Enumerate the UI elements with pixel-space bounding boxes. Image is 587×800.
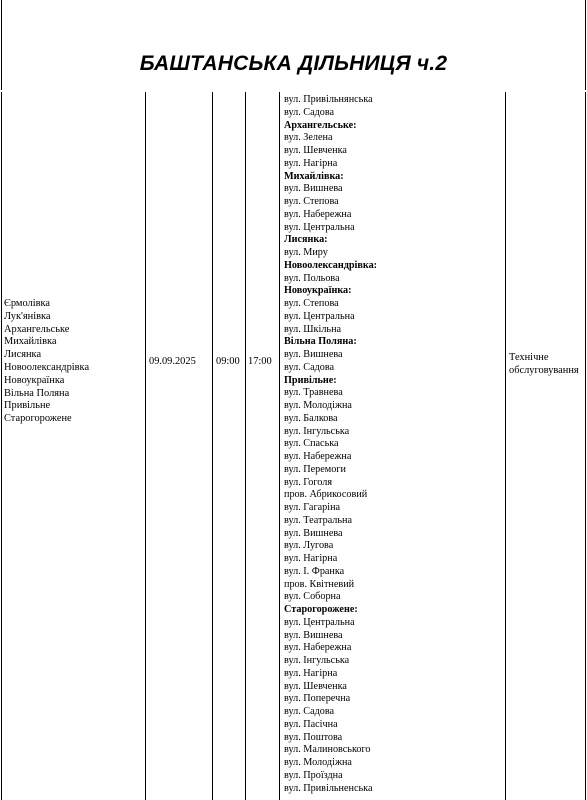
time-to-cell: 17:00 (248, 356, 272, 367)
locality-heading: Новоолександрівка: (284, 259, 378, 271)
street-item: вул. Соборна (284, 591, 341, 603)
street-item: вул. Поперечна (284, 693, 351, 705)
street-item: вул. Малиновського (284, 744, 371, 756)
street-item: вул. Балкова (284, 412, 338, 424)
street-item: вул. Садова (284, 706, 335, 717)
settlement-item: Лисянка (4, 349, 42, 361)
street-item: вул. Нагірна (284, 553, 338, 564)
streets-cell (284, 94, 377, 795)
street-item: вул. Центральна (284, 310, 355, 322)
street-item: вул. Центральна (284, 221, 355, 233)
street-item: вул. Поштова (284, 731, 343, 743)
table-border-left (1, 92, 2, 800)
locality-heading: Михайлівка: (284, 170, 344, 182)
street-item: вул. Садова (284, 106, 335, 118)
page-title: БАШТАНСЬКА ДІЛЬНИЦЯ ч.2 (139, 52, 448, 75)
locality-heading: Вільна Поляна: (284, 336, 357, 348)
street-item: вул. Проїздна (284, 769, 343, 781)
street-item: вул. Молодіжна (284, 400, 352, 411)
street-item: вул. Вишнева (284, 527, 343, 539)
street-item: вул. Степова (284, 298, 339, 309)
street-item: вул. Набережна (284, 642, 352, 654)
street-item: вул. Молодіжна (284, 757, 352, 768)
street-item: вул. Шевченка (284, 145, 347, 156)
date-cell: 09.09.2025 (149, 356, 196, 367)
settlement-item: Вільна Поляна (4, 387, 70, 399)
street-item: вул. І. Франка (284, 565, 345, 577)
street-item: вул. Вишнева (284, 183, 343, 195)
settlement-item: Новоолександрівка (4, 361, 90, 373)
street-item: вул. Набережна (284, 208, 352, 220)
locality-heading: Лисянка: (284, 234, 328, 246)
settlement-item: Михайлівка (4, 336, 57, 348)
street-item: вул. Інгульська (284, 425, 350, 437)
street-item: вул. Привільнянська (284, 94, 373, 105)
settlement-item: Архангельське (4, 323, 70, 335)
locality-heading: Привільне: (284, 374, 337, 386)
street-item: вул. Театральна (284, 514, 353, 526)
settlement-item: Старогорожене (4, 413, 72, 425)
page-frame (1, 0, 586, 90)
street-item: вул. Вишнева (284, 349, 343, 360)
street-item: вул. Садова (284, 361, 335, 373)
street-item: пров. Квітневий (284, 578, 355, 590)
reason-line: Технічне (509, 352, 549, 363)
street-item: вул. Центральна (284, 616, 355, 628)
street-item: вул. Інгульська (284, 655, 350, 666)
street-item: вул. Польова (284, 272, 340, 284)
street-item: вул. Нагірна (284, 667, 338, 679)
street-item: вул. Набережна (284, 451, 352, 462)
street-item: вул. Спаська (284, 438, 339, 450)
time-from-cell: 09:00 (216, 356, 240, 367)
settlements-cell (4, 298, 89, 426)
column-divider (279, 92, 280, 800)
reason-cell (509, 351, 579, 377)
street-item: вул. Пасічна (284, 718, 338, 730)
street-item: вул. Шкільна (284, 323, 342, 335)
street-item: вул. Вишнева (284, 629, 343, 641)
street-item: вул. Нагірна (284, 157, 338, 169)
table-border-right (585, 92, 586, 800)
locality-heading: Архангельське: (284, 119, 357, 131)
street-item: вул. Привільненська (284, 782, 373, 794)
locality-heading: Новоукраїнка: (284, 285, 352, 297)
street-item: вул. Перемоги (284, 463, 346, 475)
outage-table (0, 92, 587, 800)
street-item: вул. Гагаріна (284, 502, 341, 513)
street-item: вул. Гоголя (284, 476, 333, 488)
settlement-item: Лук'янівка (4, 310, 51, 322)
settlement-item: Єрмолівка (4, 298, 51, 309)
street-item: вул. Лугова (284, 540, 334, 552)
street-item: вул. Шевченка (284, 680, 347, 692)
reason-line: обслуговування (509, 365, 579, 376)
column-divider (505, 92, 506, 800)
column-divider (245, 92, 246, 800)
street-item: пров. Абрикосовий (284, 489, 368, 501)
locality-heading: Старогорожене: (284, 604, 358, 615)
street-item: вул. Травнева (284, 387, 343, 399)
street-item: вул. Степова (284, 196, 339, 207)
street-item: вул. Миру (284, 247, 328, 258)
column-divider (145, 92, 146, 800)
settlement-item: Привільне (4, 400, 51, 412)
column-divider (212, 92, 213, 800)
settlement-item: Новоукраїнка (4, 374, 65, 386)
street-item: вул. Зелена (284, 132, 333, 144)
